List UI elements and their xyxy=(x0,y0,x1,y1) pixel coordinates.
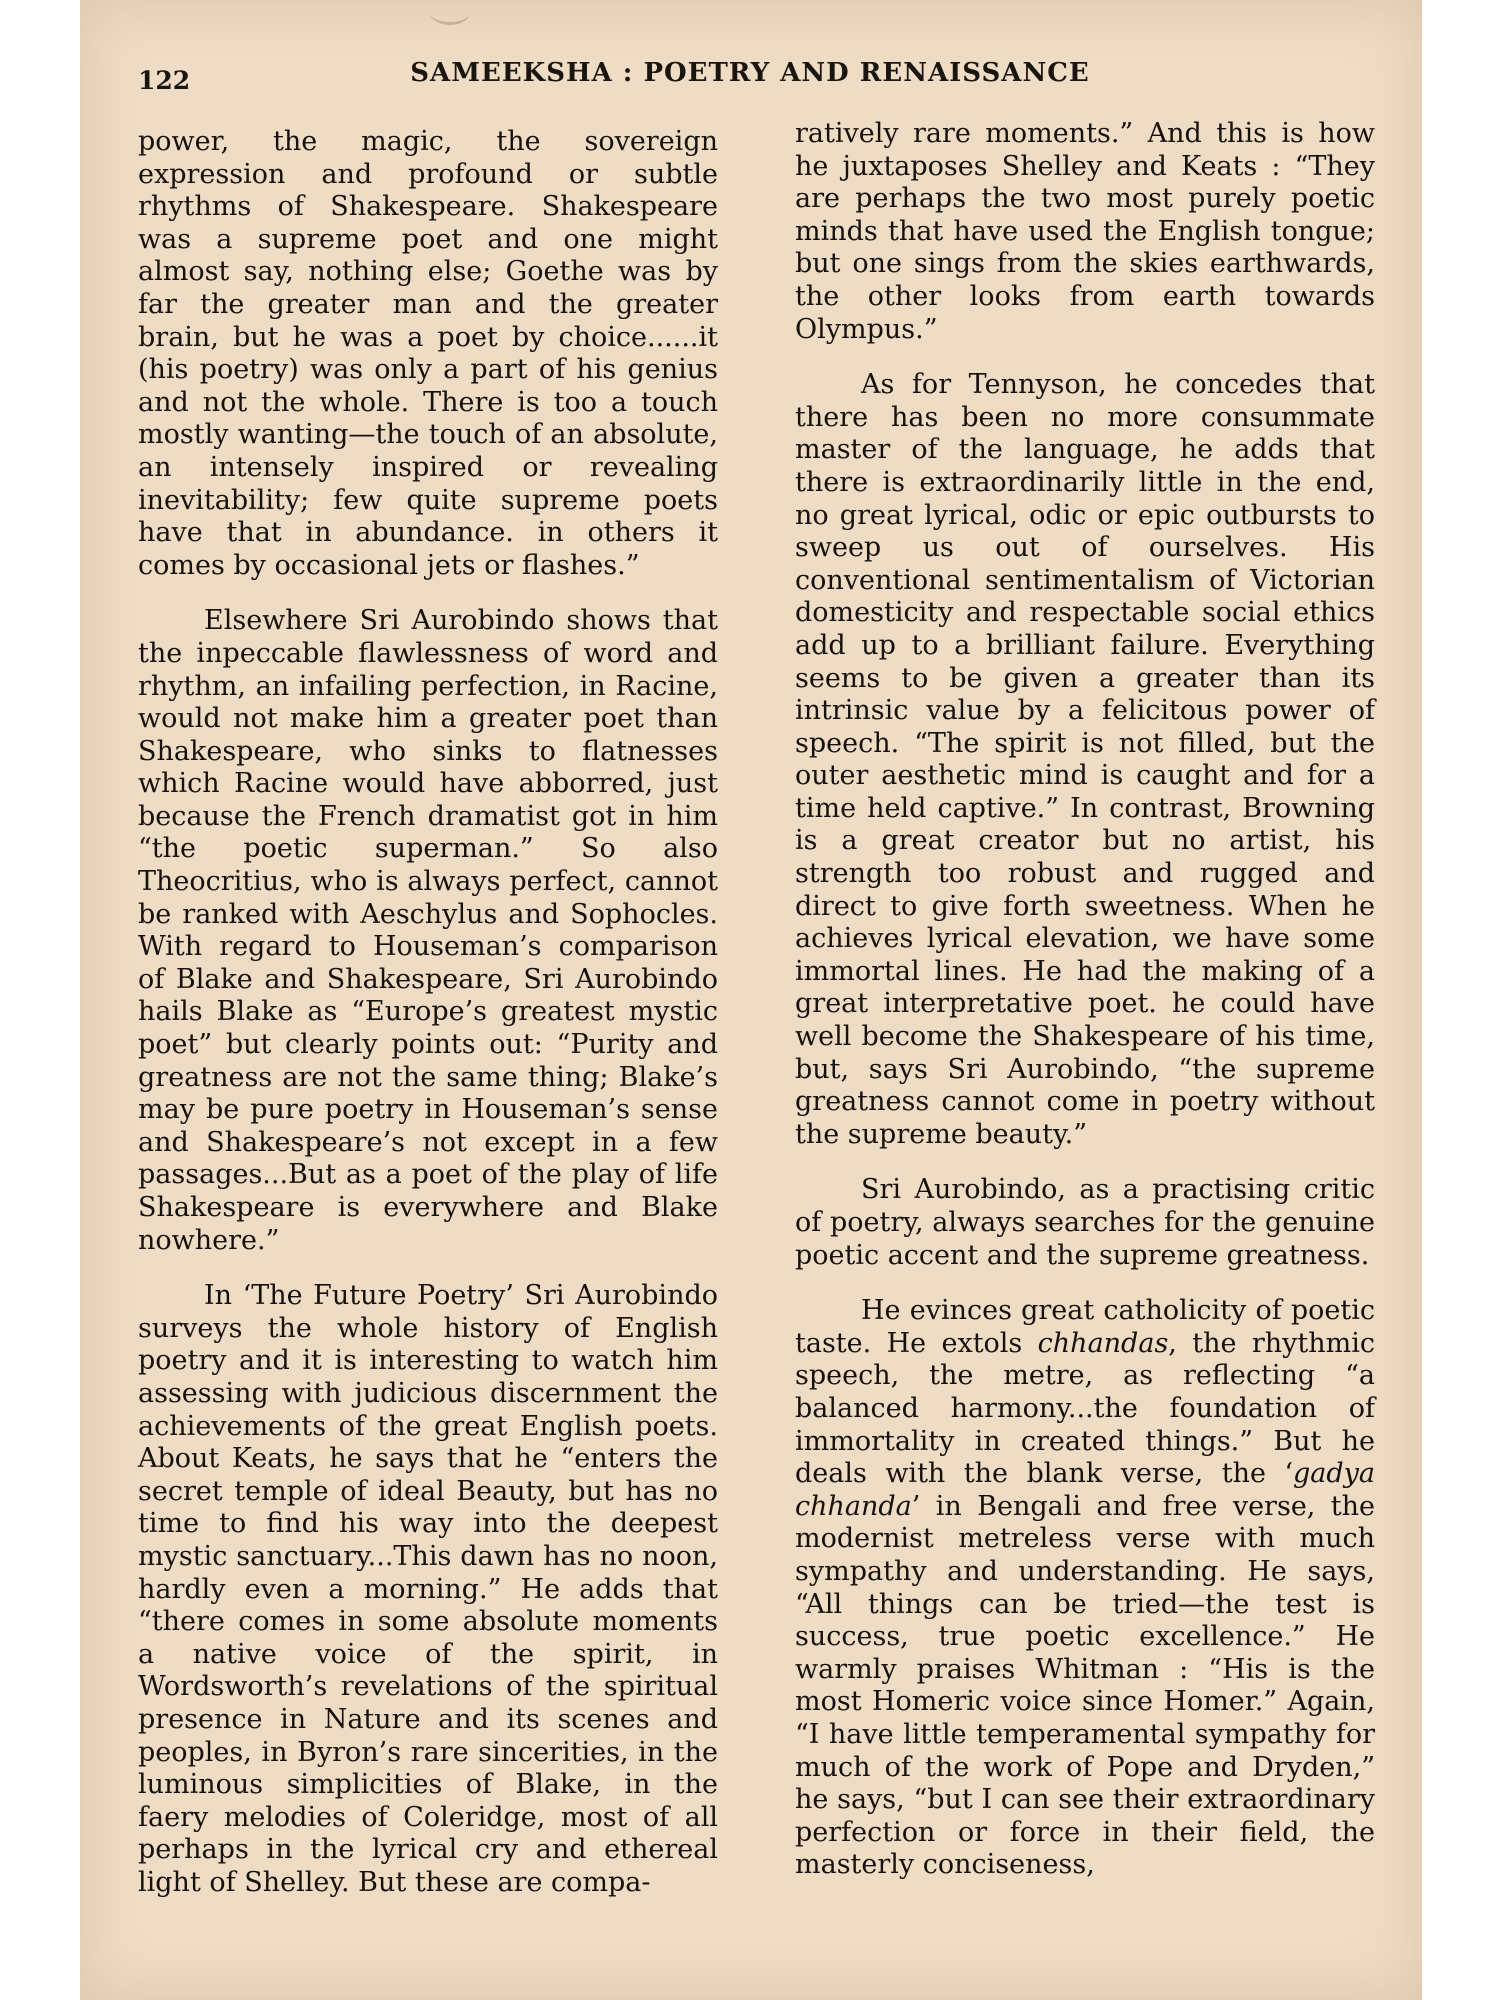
paragraph: As for Tennyson, he concedes that there has been no more consummate master of the language, he adds that there is extraordinarily little in the end, no great lyrical, odic or epic outbursts to sweep us out of ourselves. His conventional sentimentalism of Victorian domesticity and respectable social ethics add up to a brilliant failure. Everything seems to be given a greater than its intrinsic value by a felicitous power of speech. “The spirit is not filled, but the outer aesthetic mind is caught and for a time held captive.” In contrast, Browning is a great creator but no artist, his strength too robust and rugged and direct to give forth sweetness. When he achieves lyrical elevation, we have some immortal lines. He had the making of a great interpretative poet. he could have well become the Shakespeare of his time, but, says Sri Aurobindo, “the supreme greatness cannot come in poetry without the supreme beauty.” xyxy=(795,369,1375,1150)
book-page xyxy=(80,0,1422,2000)
page-number: 122 xyxy=(138,66,191,95)
text-run: He evinces great catholicity of poetic taste. He extols xyxy=(795,1295,1375,1359)
paragraph: Sri Aurobindo, as a practising critic of poetry, always searches for the genuine poetic accent and the supreme greatness. xyxy=(795,1174,1375,1271)
paragraph: Elsewhere Sri Aurobindo shows that the inpeccable flawlessness of word and rhythm, an infailing perfection, in Racine, would not make him a greater poet than Shakespeare, who sinks to flatnesses which Racine would have abborred, just because the French dramatist got in him “the poetic superman.” So also Theocritius, who is always perfect, cannot be ranked with Aeschylus and Sophocles. With regard to Houseman’s comparison of Blake and Shakespeare, Sri Aurobindo hails Blake as “Europe’s greatest mystic poet” but clearly points out: “Purity and greatness are not the same thing; Blake’s may be pure poetry in Houseman’s sense and Shakespeare’s not except in a few passages...But as a poet of the play of life Shakespeare is everywhere and Blake nowhere.” xyxy=(138,605,718,1256)
paragraph xyxy=(795,1295,1375,1882)
text-run: ’ in Bengali and free verse, the modernist metreless verse with much sympathy and understanding. He says, “All things can be tried—the test is success, true poetic excellence.” He warmly praises Whitman : “His is the most Homeric voice since Homer.” Again, “I have little temperamental sympathy for much of the work of Pope and Dryden,” he says, “but I can see their extraordinary perfection or force in their field, the masterly conciseness, xyxy=(795,1490,1375,1881)
running-title: SAMEEKSHA : POETRY AND RENAISSANCE xyxy=(410,58,1090,88)
italic-term: chhandas xyxy=(1037,1327,1169,1359)
page-header xyxy=(138,52,1362,96)
staple-mark xyxy=(430,0,470,25)
left-column xyxy=(138,126,718,1922)
right-column xyxy=(795,118,1375,1905)
paragraph: power, the magic, the sovereign expression and profound or subtle rhythms of Shakespeare. Shakespeare was a supreme poet and one might almost say, nothing else; Goethe was by far the greater man and the greater brain, but he was a poet by choice......it (his poetry) was only a part of his genius and not the whole. There is too a touch mostly wanting—the touch of an absolute, an intensely inspired or revealing inevitability; few quite supreme poets have that in abundance. in others it comes by occasional jets or flashes.” xyxy=(138,126,718,581)
paragraph: In ‘The Future Poetry’ Sri Aurobindo surveys the whole history of English poetry and it is interesting to watch him assessing with judicious discernment the achievements of the great English poets. About Keats, he says that he “enters the secret temple of ideal Beauty, but has no time to find his way into the deepest mystic sanctuary...This dawn has no noon, hardly even a morning.” He adds that “there comes in some absolute moments a native voice of the spirit, in Wordsworth’s revelations of the spiritual presence in Nature and its scenes and peoples, in Byron’s rare sincerities, in the luminous simplicities of Blake, in the faery melodies of Coleridge, most of all perhaps in the lyrical cry and ethereal light of Shelley. But these are compa- xyxy=(138,1280,718,1898)
paragraph: ratively rare moments.” And this is how he juxtaposes Shelley and Keats : “They are perhaps the two most purely poetic minds that have used the English tongue; but one sings from the skies earthwards, the other looks from earth towards Olympus.” xyxy=(795,118,1375,345)
italic-term: gadya chhanda xyxy=(795,1458,1375,1522)
text-run: , the rhythmic speech, the metre, as reflecting “a balanced harmony...the foundation of immortality in created things.” But he deals with the blank verse, the ‘ xyxy=(795,1327,1375,1490)
